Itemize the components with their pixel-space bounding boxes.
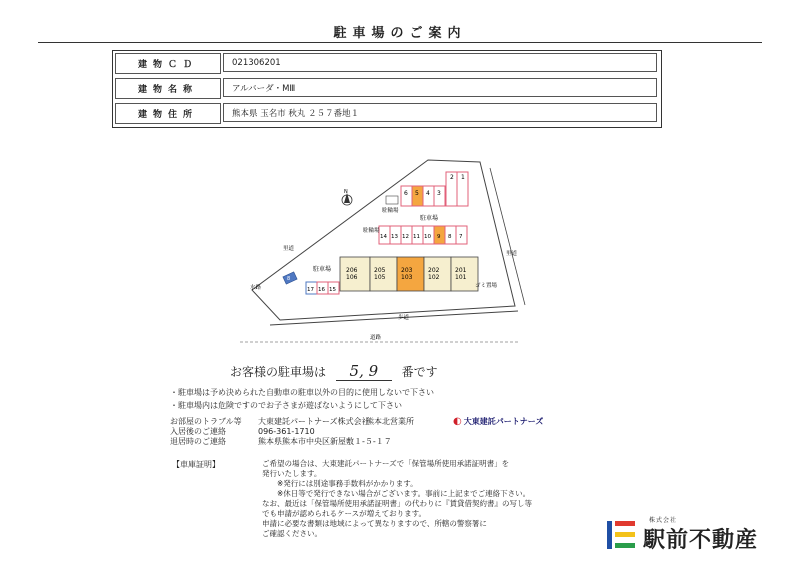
parking-upper-label: 駐車場 [420,215,439,222]
trash-label: ゴミ置場 [475,283,498,289]
contact-address: 熊本県熊本市中央区新屋敷１-５-１７ [258,437,392,446]
parking-number-line [230,362,438,381]
unit-upper: 206 [346,267,358,274]
note-item: ・駐車場内は危険ですのでお子さまが遊ばないようにして下さい [170,401,402,410]
slot-misc-label: 8 [287,276,291,282]
info-value: アルバーダ・MⅢ [223,78,657,97]
brand-company-type: 株式会社 [649,517,678,524]
lot-boundary [252,160,515,320]
contact-label: お部屋のトラブル等 [170,417,242,426]
parking-number: 5, 9 [336,362,392,381]
slots-bottom [306,282,339,294]
certificate-line: ご希望の場合は、大東建託パートナーズで「保管場所使用承諾証明書」を [262,459,510,468]
notes [170,386,434,412]
slot-label: 15 [329,287,336,293]
slots-row1 [401,186,445,206]
slot-label: 10 [424,234,431,240]
contact-value: 大東建託パートナーズ株式会社 [258,417,370,426]
slot-label: 8 [448,234,452,240]
unit-upper: 201 [455,267,467,274]
bike-shed [386,196,398,204]
road-left-label: 里道 [283,246,295,252]
partner-logo-text: 大東建託パートナーズ [463,417,544,426]
road-right-label: 里道 [506,251,518,257]
slot-label-highlight: 5 [415,190,419,197]
unit-upper-highlight: 203 [401,267,413,274]
slot-label: 11 [413,234,420,240]
certificate-line: 申請に必要な書類は地域によって異なりますので、所轄の警察署に [262,519,487,528]
certificate-line: ご確認ください。 [262,529,322,538]
company-brand [605,515,785,555]
page-title: 駐車場のご案内 [333,26,467,41]
unit-upper: 202 [428,267,440,274]
partner-mark-icon: ◐ [453,416,462,427]
unit-lower: 101 [455,274,467,281]
partner-logo [453,416,543,427]
slot-label: 13 [391,234,398,240]
unit-upper: 205 [374,267,386,274]
unit-lower: 106 [346,274,358,281]
slot-label: 3 [437,190,441,197]
certificate-line: 発行いたします。 [262,469,322,478]
info-row-name [113,76,661,100]
contact-label: 退居時のご連絡 [170,437,226,446]
title-divider [38,42,762,43]
slot-label: 6 [404,190,408,197]
waterway-label: 水路 [250,285,262,291]
certificate-line: でも申請が認められるケースが増えております。 [262,509,427,518]
north-label: N [344,189,348,195]
contact-label: 入居後のご連絡 [170,427,226,436]
certificate-label: 【車庫証明】 [172,460,220,469]
sidewalk-label: 歩道 [398,315,410,321]
slots-top-right [446,172,468,206]
info-key: 建物住所 [115,103,221,124]
slot-label: 7 [459,234,463,240]
slot-label: 17 [307,287,314,293]
slot-label: 16 [318,287,325,293]
slot-label: 2 [450,174,454,181]
road-label: 道路 [370,335,382,341]
parking-suffix: 番です [401,365,438,379]
info-value: 021306201 [223,53,657,72]
parking-prefix: お客様の駐車場は [230,365,327,379]
certificate-line: ※発行には別途事務手数料がかかります。 [262,479,418,488]
building-info-table [112,50,662,128]
slot-label-highlight: 9 [437,234,441,240]
unit-lower: 102 [428,274,440,281]
parking-left-label: 駐車場 [313,266,332,273]
slot-label: 1 [461,174,465,181]
bike-parking-v-label: 駐輪場 [363,228,380,234]
certificate-text [262,459,532,539]
brand-logo-icon [605,521,637,551]
contact-phone: 096-361-1710 [258,427,315,436]
unit-lower: 105 [374,274,386,281]
unit-lower-highlight: 103 [401,274,413,281]
info-row-address [113,101,661,125]
info-value: 熊本県 玉名市 秋丸 ２５７番地１ [223,103,657,122]
info-key: 建物名称 [115,78,221,99]
apartment-building [340,257,478,291]
slot-label: 14 [380,234,387,240]
note-item: ・駐車場は予め決められた自動車の駐車以外の目的に使用しないで下さい [170,388,434,397]
slot-label: 12 [402,234,409,240]
info-key: 建物ＣＤ [115,53,221,74]
bike-parking-label: 駐輪場 [382,208,399,214]
site-map [240,140,530,350]
brand-name: 駅前不動産 [643,528,759,553]
certificate-line: ※休日等で発行できない場合がございます。事前に上記までご連絡下さい。 [262,489,531,498]
contact-office: 熊本北営業所 [366,417,414,426]
slot-label: 4 [426,190,430,197]
info-row-code [113,51,661,75]
slots-row2 [379,226,467,244]
certificate-line: なお、最近は「保管場所使用承諾証明書」の代わりに『賃貸借契約書』の写し等 [262,499,532,508]
